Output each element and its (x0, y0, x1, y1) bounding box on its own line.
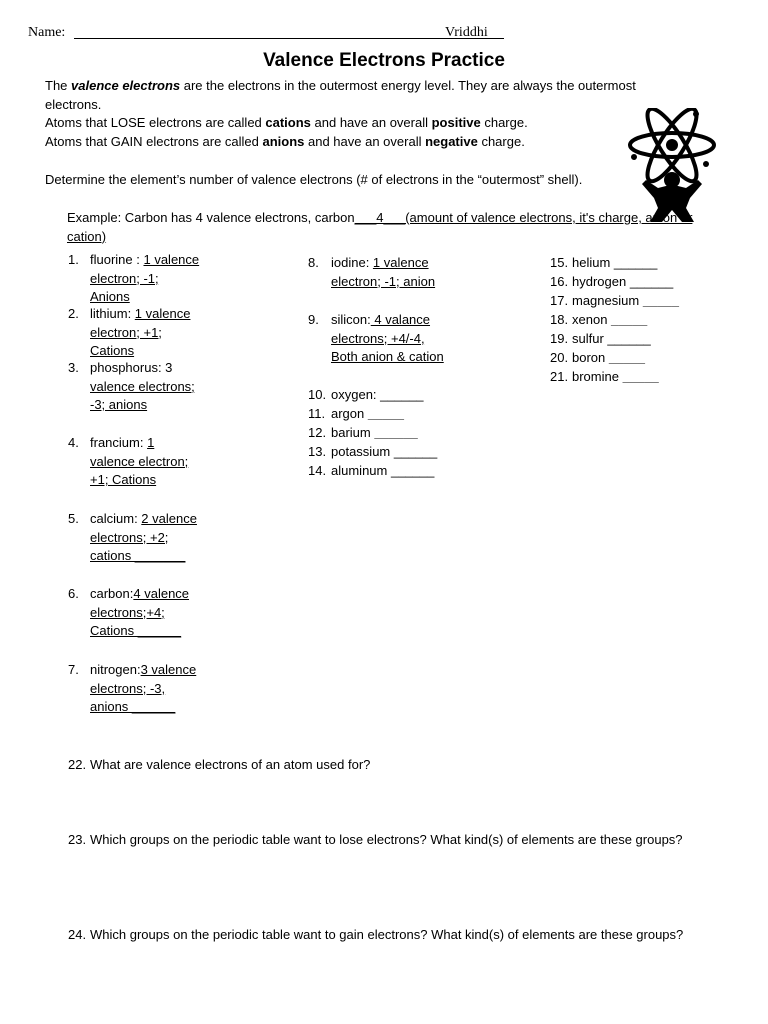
anions-line: Atoms that GAIN electrons are called anions and have an overall negative charge. (45, 134, 525, 149)
atom-strongman-icon (626, 108, 718, 226)
intro-term-valence: valence electrons (71, 78, 181, 93)
name-label: Name: (28, 25, 66, 40)
example: Example: Carbon has 4 valence electrons, carbon___4___(amount of valence electrons, it's charge, anion or cation) (67, 210, 693, 244)
intro-text: are the electrons in the outermost energy level. They are always the outermost electrons. (45, 78, 636, 112)
name-line (74, 38, 504, 39)
example-answer: ___4___(amount of valence electrons, it's charge, anion or cation) (67, 210, 693, 244)
page-title: Valence Electrons Practice (263, 50, 505, 71)
intro-text: The (45, 78, 72, 93)
instruction: Determine the element’s number of valence electrons (# of electrons in the “outermost” shell). (45, 172, 583, 187)
intro-paragraph (45, 77, 685, 114)
question-23: 23. Which groups on the periodic table want to lose electrons? What kind(s) of elements are these groups? (68, 832, 683, 847)
cations-line: Atoms that LOSE electrons are called cations and have an overall positive charge. (45, 115, 528, 130)
name-value: Vriddhi (445, 25, 488, 40)
question-22: 22. What are valence electrons of an atom used for? (68, 757, 371, 772)
question-24: 24. Which groups on the periodic table want to gain electrons? What kind(s) of elements are these groups? (68, 927, 684, 942)
